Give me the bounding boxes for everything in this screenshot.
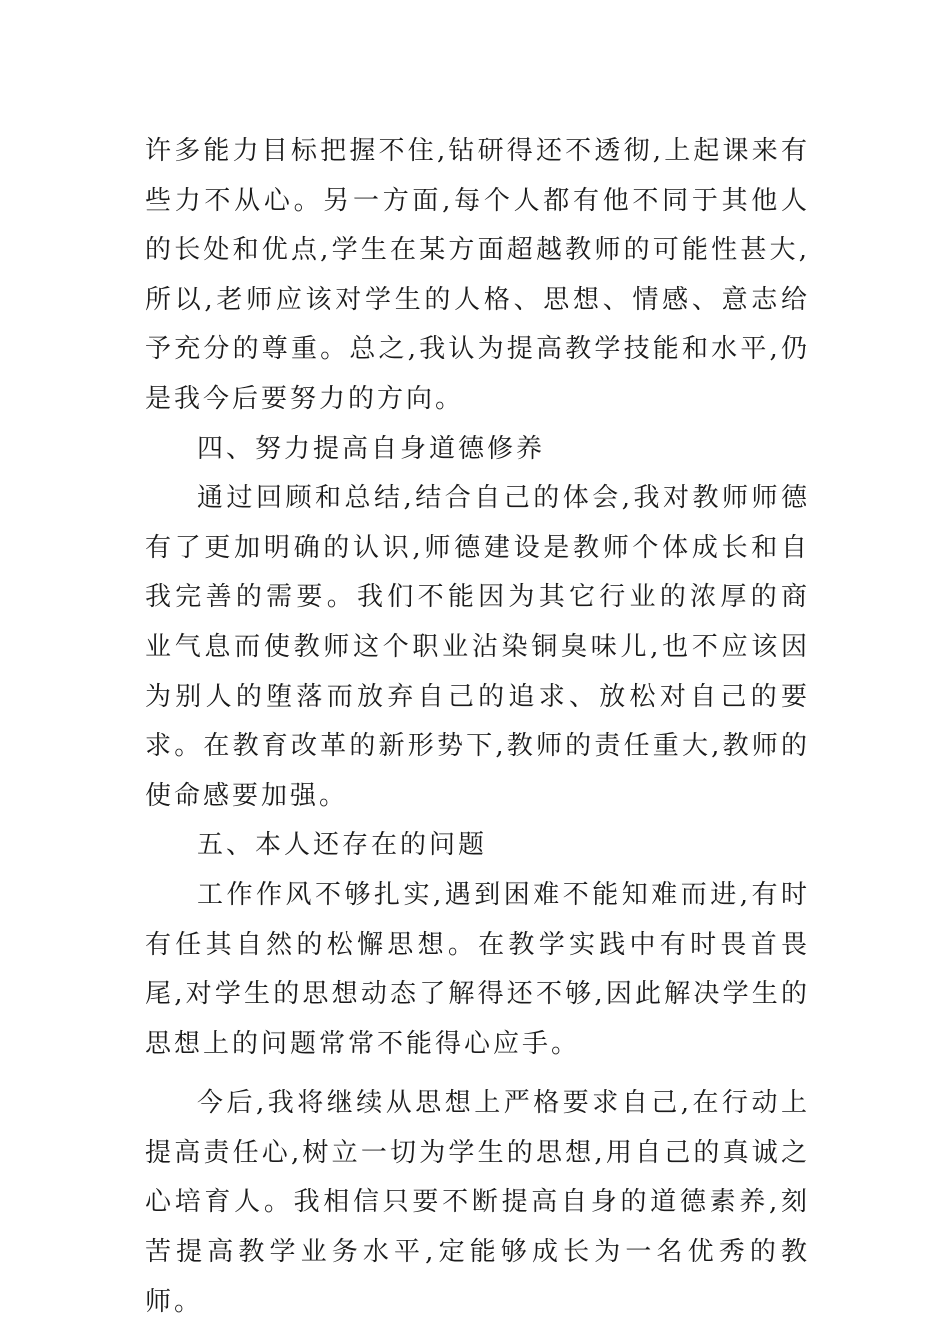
paragraph-continuation: 许多能力目标把握不住,钻研得还不透彻,上起课来有些力不从心。另一方面,每个人都有他不同于其他人的长处和优点,学生在某方面超越教师的可能性甚大,所以,老师应该对学生的人格、思想、情感、意志给予充分的尊重。总之,我认为提高教学技能和水平,仍是我今后要努力的方向。 xyxy=(145,136,810,414)
document-body xyxy=(145,127,810,1327)
paragraph-problems: 工作作风不够扎实,遇到困难不能知难而进,有时有任其自然的松懈思想。在教学实践中有时畏首畏尾,对学生的思想动态了解得还不够,因此解决学生的思想上的问题常常不能得心应手。 xyxy=(145,879,810,1059)
section-heading-5: 五、本人还存在的问题 xyxy=(197,830,488,861)
paragraph-ethics: 通过回顾和总结,结合自己的体会,我对教师师德有了更加明确的认识,师德建设是教师个体成长和自我完善的需要。我们不能因为其它行业的浓厚的商业气息而使教师这个职业沾染铜臭味儿,也不应该因为别人的堕落而放弃自己的追求、放松对自己的要求。在教育改革的新形势下,教师的责任重大,教师的使命感要加强。 xyxy=(145,483,810,811)
section-heading-4: 四、努力提高自身道德修养 xyxy=(197,433,546,464)
paragraph-future: 今后,我将继续从思想上严格要求自己,在行动上提高责任心,树立一切为学生的思想,用自己的真诚之心培育人。我相信只要不断提高自身的道德素养,刻苦提高教学业务水平,定能够成长为一名优秀的教师。 xyxy=(145,1088,810,1317)
